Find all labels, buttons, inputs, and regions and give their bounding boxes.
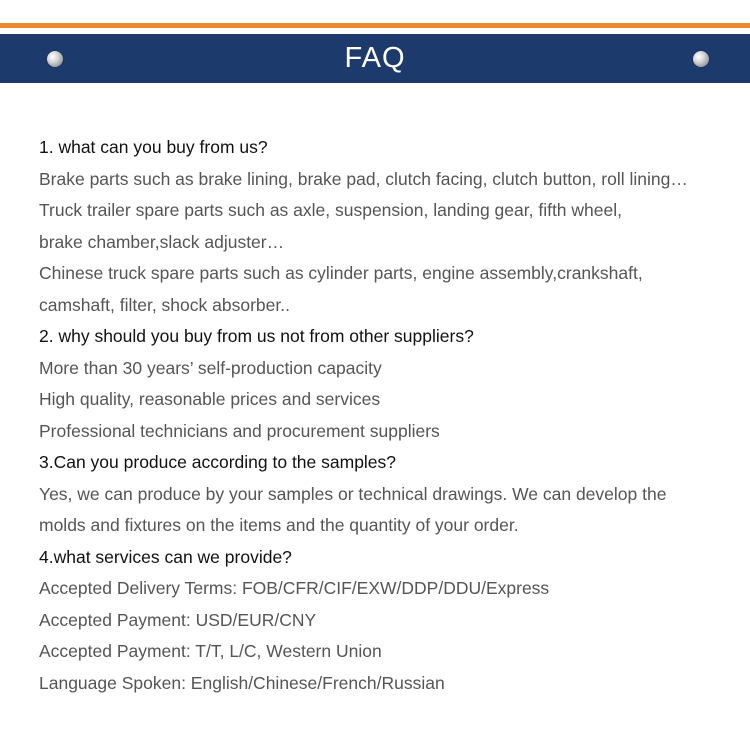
faq-item [39,542,739,700]
faq-answer-line: Accepted Payment: USD/EUR/CNY [39,609,317,630]
faq-question: 3.Can you produce according to the samples? [39,452,397,472]
faq-answer-line: Chinese truck spare parts such as cylinder parts, engine assembly,crankshaft, [39,263,643,283]
faq-question: 2. why should you buy from us not from other suppliers? [39,326,474,346]
faq-answer-line: brake chamber,slack adjuster… [39,231,285,252]
faq-answer-line: High quality, reasonable prices and services [39,389,381,409]
faq-question: 4.what services can we provide? [39,546,292,567]
faq-answer-line: More than 30 years’ self-production capacity [39,357,382,378]
faq-answer-line: camshaft, filter, shock absorber.. [39,294,290,315]
faq-banner [0,34,750,83]
faq-answer-line: Accepted Delivery Terms: FOB/CFR/CIF/EXW/DDP/DDU/Express [39,578,550,598]
page-title: FAQ [344,42,406,74]
top-accent-stripe [0,23,750,28]
faq-answer-line: Truck trailer spare parts such as axle, suspension, landing gear, fifth wheel, [39,200,622,220]
faq-answer-line: Language Spoken: English/Chinese/French/Russian [39,672,445,693]
faq-item [39,132,739,321]
faq-item [39,321,739,447]
faq-answer-line: Yes, we can produce by your samples or technical drawings. We can develop the [39,483,667,504]
faq-answer-line: Brake parts such as brake lining, brake pad, clutch facing, clutch button, roll lining… [39,168,688,189]
bolt-icon [693,51,709,67]
faq-list [39,132,739,699]
faq-answer-line: Professional technicians and procurement suppliers [39,420,440,441]
faq-answer-line: Accepted Payment: T/T, L/C, Western Union [39,641,382,661]
faq-item [39,447,739,542]
faq-answer-line: molds and fixtures on the items and the quantity of your order. [39,515,519,535]
faq-question: 1. what can you buy from us? [39,137,268,157]
